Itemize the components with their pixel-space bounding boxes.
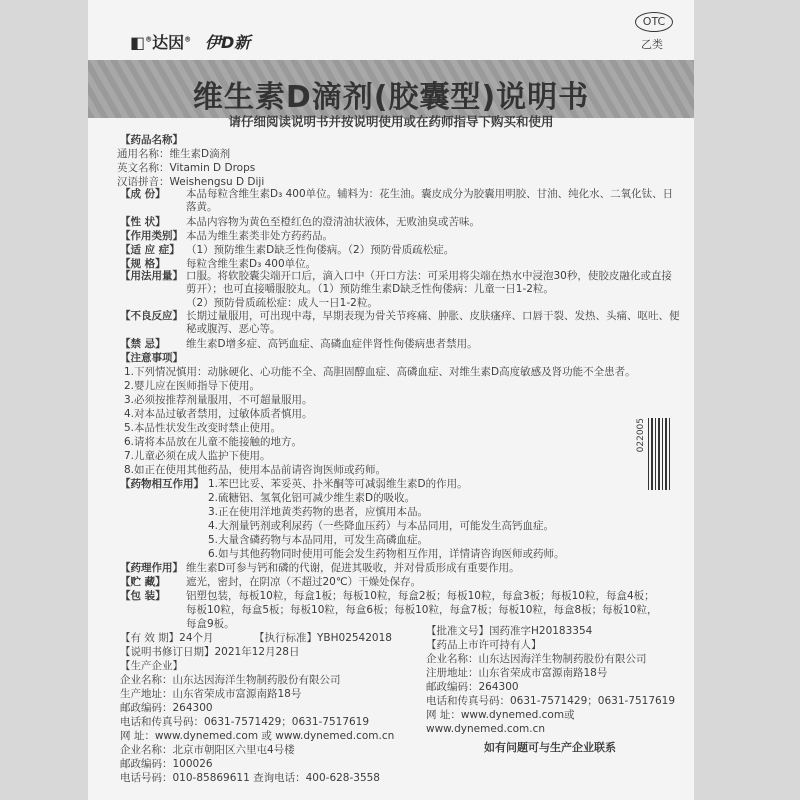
- contra-heading: 【禁 忌】: [120, 338, 166, 350]
- otc-class: 乙类: [641, 38, 663, 51]
- mfr-line: 电话和传真号码：0631-7571429；0631-7517619: [120, 716, 370, 728]
- interaction-item: 4.大剂量钙剂或利尿药（一些降血压药）与本品同用，可能发生高钙血症。: [208, 520, 555, 532]
- indication-text: （1）预防维生素D缺乏性佝偻病。（2）预防骨质疏松症。: [186, 244, 455, 256]
- mfr-line: 生产地址：山东省荣成市富源南路18号: [120, 688, 302, 700]
- branch-line: 企业名称：北京市朝阳区六里屯4号楼: [120, 744, 295, 756]
- indication-heading: 【适 应 症】: [120, 244, 180, 256]
- contra-text: 维生素D增多症、高钙血症、高磷血症伴肾性佝偻病患者禁用。: [186, 338, 478, 350]
- attention-item: 7.儿童必须在成人监护下使用。: [124, 450, 271, 462]
- validity: 【有 效 期】24个月: [120, 632, 214, 644]
- branch-line: 邮政编码：100026: [120, 758, 213, 770]
- side-barcode: [648, 418, 670, 490]
- interaction-item: 1.苯巴比妥、苯妥英、扑米酮等可减弱维生素D的作用。: [208, 478, 468, 490]
- attention-item: 3.必须按推荐剂量服用，不可超量服用。: [124, 394, 313, 406]
- mfr-line: 邮政编码：264300: [120, 702, 213, 714]
- holder-line: 注册地址：山东省荣成市富源南路18号: [426, 667, 608, 679]
- character-heading: 【性 状】: [120, 216, 166, 228]
- interaction-item: 3.正在使用洋地黄类药物的患者，应慎用本品。: [208, 506, 429, 518]
- page-title: 维生素D滴剂(胶囊型)说明书: [192, 80, 590, 115]
- spec-text: 每粒含维生素D₃ 400单位。: [186, 258, 317, 270]
- subtitle: 请仔细阅读说明书并按说明使用或在药师指导下购买和使用: [228, 114, 554, 129]
- holder-line: 电话和传真号码：0631-7571429；0631-7517619: [426, 695, 676, 707]
- composition-text: 本品每粒含维生素D₃ 400单位。辅料为：花生油。囊皮成分为胶囊用明胶、甘油、纯化水、二氧化钛、日落黄。: [186, 188, 674, 213]
- category-text: 本品为维生素类非处方药药品。: [186, 230, 333, 242]
- storage-heading: 【贮 藏】: [120, 576, 166, 588]
- pinyin-name: 汉语拼音：Weishengsu D Diji: [117, 176, 265, 188]
- package-heading: 【包 装】: [120, 590, 166, 602]
- interaction-item: 5.大量含磷药物与本品同用，可发生高磷血症。: [208, 534, 429, 546]
- mfr-line: 企业名称：山东达因海洋生物制药股份有限公司: [120, 674, 341, 686]
- composition-heading: 【成 份】: [120, 188, 166, 200]
- character-text: 本品内容物为黄色至橙红色的澄清油状液体，无败油臭或苦味。: [186, 216, 480, 228]
- attention-item: 8.如正在使用其他药品，使用本品前请咨询医师或药师。: [124, 464, 387, 476]
- package-text-2: 每板10粒，每盒5板；每板10粒，每盒6板；每板10粒，每盒7板；每板10粒，每盒8板；每板10粒，: [186, 604, 658, 616]
- mfr-line: 网 址：www.dynemed.com 或 www.dynemed.com.cn: [120, 730, 395, 742]
- manufacturer-heading: 【生产企业】: [120, 660, 183, 672]
- side-code: 022005: [636, 418, 646, 453]
- standard: 【执行标准】YBH02542018: [254, 632, 392, 644]
- attention-item: 4.对本品过敏者禁用，过敏体质者慎用。: [124, 408, 313, 420]
- dayin-logo: ◧®达因®: [130, 33, 192, 52]
- pharm-heading: 【药理作用】: [120, 562, 183, 574]
- interaction-item: 2.硫糖铝、氢氧化铝可减少维生素D的吸收。: [208, 492, 416, 504]
- interaction-heading: 【药物相互作用】: [120, 478, 204, 490]
- english-name: 英文名称：Vitamin D Drops: [117, 162, 256, 174]
- storage-text: 遮光，密封，在阴凉（不超过20℃）干燥处保存。: [186, 576, 422, 588]
- name-heading: 【药品名称】: [120, 134, 183, 146]
- attention-item: 1.下列情况慎用：动脉硬化、心功能不全、高胆固醇血症、高磷血症、对维生素D高度敏感及肾功能不全患者。: [124, 366, 636, 378]
- revision-date: 【说明书修订日期】2021年12月28日: [120, 646, 300, 658]
- category-heading: 【作用类别】: [120, 230, 183, 242]
- contact-note: 如有问题可与生产企业联系: [484, 741, 616, 754]
- common-name: 通用名称：维生素D滴剂: [117, 148, 231, 160]
- interaction-item: 6.如与其他药物同时使用可能会发生药物相互作用，详情请咨询医师或药师。: [208, 548, 565, 560]
- otc-badge: OTC: [635, 12, 673, 32]
- holder-line: www.dynemed.com.cn: [426, 723, 546, 735]
- package-text-3: 每盒9板。: [186, 618, 235, 630]
- holder-heading: 【药品上市许可持有人】: [426, 639, 542, 651]
- holder-line: 网 址：www.dynemed.com或: [426, 709, 575, 721]
- branch-line: 电话号码：010-85869611 查询电话：400-628-3558: [120, 772, 380, 784]
- adverse-heading: 【不良反应】: [120, 310, 183, 322]
- pharm-text: 维生素D可参与钙和磷的代谢，促进其吸收，并对骨质形成有重要作用。: [186, 562, 520, 574]
- yidxin-logo: 伊D新: [205, 33, 251, 52]
- usage-text-2: （2）预防骨质疏松症：成人一日1-2粒。: [186, 297, 378, 309]
- attention-item: 5.本品性状发生改变时禁止使用。: [124, 422, 282, 434]
- holder-line: 邮政编码：264300: [426, 681, 519, 693]
- spec-heading: 【规 格】: [120, 258, 166, 270]
- attention-item: 6.请将本品放在儿童不能接触的地方。: [124, 436, 303, 448]
- usage-text: 口服。将软胶囊尖端开口后，滴入口中（开口方法：可采用将尖端在热水中浸泡30秒，使胶皮融化或直接剪开）；也可直接嚼服胶丸。（1）预防维生素D缺乏性佝偻病：儿童一日1-2粒。: [186, 270, 672, 295]
- attention-item: 2.婴儿应在医师指导下使用。: [124, 380, 261, 392]
- attention-heading: 【注意事项】: [120, 352, 183, 364]
- approval-number: 【批准文号】国药准字H20183354: [426, 625, 593, 637]
- package-text: 铝塑包装，每板10粒，每盒1板；每板10粒，每盒2板；每板10粒，每盒3板；每板10粒，每盒4板；: [186, 590, 655, 602]
- adverse-text: 长期过量服用，可出现中毒，早期表现为骨关节疼痛、肿胀、皮肤瘙痒、口唇干裂、发热、头痛、呕吐、便秘或腹泻、恶心等。: [186, 310, 680, 335]
- usage-heading: 【用法用量】: [120, 270, 183, 282]
- holder-line: 企业名称：山东达因海洋生物制药股份有限公司: [426, 653, 647, 665]
